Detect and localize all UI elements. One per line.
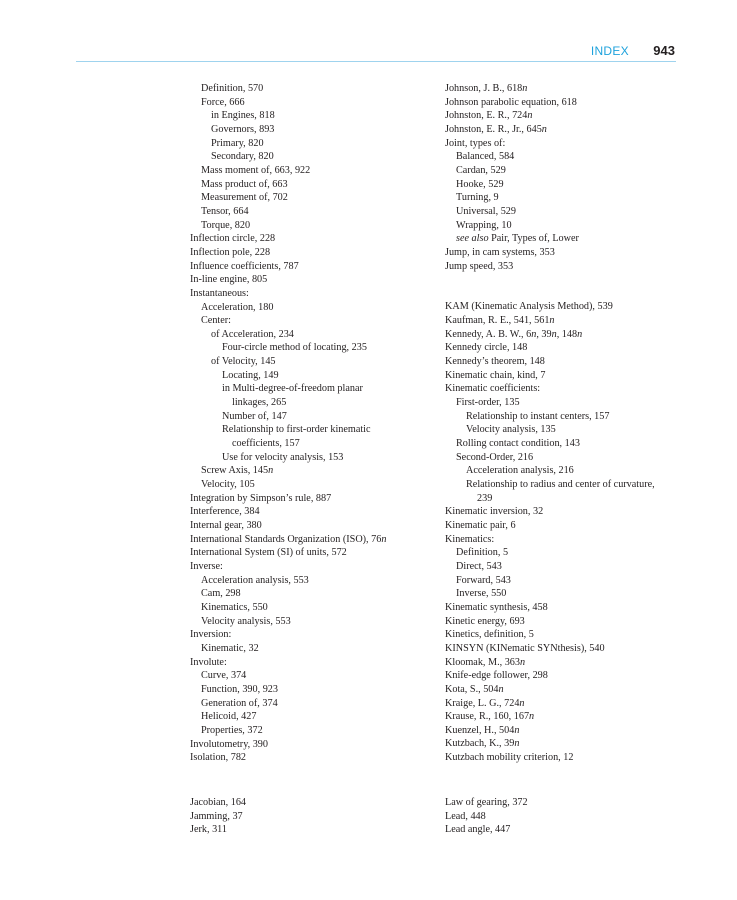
spacer	[445, 287, 690, 301]
index-entry: coefficients, 157	[232, 438, 300, 450]
index-entry: Mass moment of, 663, 922	[201, 164, 311, 176]
index-entry: Kinematic inversion, 32	[445, 506, 544, 518]
index-entry: Relationship to first-order kinematic	[222, 424, 371, 436]
index-entry: Kutzbach mobility criterion, 12	[445, 752, 574, 764]
index-column-bottom-left	[190, 796, 435, 837]
index-entry: Relationship to radius and center of curvature,	[466, 479, 655, 490]
index-column-bottom-right	[445, 796, 690, 837]
section-label: INDEX	[590, 44, 629, 58]
index-entry: KINSYN (KINematic SYNthesis), 540	[445, 642, 605, 654]
index-entry: Kinematics, 550	[201, 601, 268, 613]
index-entry: Kinematic pair, 6	[445, 519, 516, 531]
index-entry: Kinetic energy, 693	[445, 615, 525, 627]
index-entry: Lead, 448	[445, 810, 486, 822]
index-entry: Integration by Simpson’s rule, 887	[190, 492, 332, 504]
index-entry: Johnston, E. R., 724n	[445, 110, 533, 122]
index-entry: Kinematic coefficients:	[445, 383, 541, 395]
index-entry: Velocity analysis, 135	[466, 424, 556, 436]
index-entry: in Multi-degree-of-freedom planar	[222, 383, 363, 395]
spacer	[445, 273, 690, 287]
index-entry: Inflection circle, 228	[190, 233, 276, 245]
index-entry: Generation of, 374	[201, 697, 278, 709]
index-entry: Four-circle method of locating, 235	[222, 342, 367, 354]
index-entry: Screw Axis, 145n	[201, 465, 274, 477]
index-entry: Balanced, 584	[456, 151, 515, 163]
index-entry: Governors, 893	[211, 123, 275, 135]
index-entry: Jump speed, 353	[445, 260, 514, 272]
index-entry: Primary, 820	[211, 137, 264, 149]
index-entry: Acceleration analysis, 216	[466, 465, 574, 477]
index-entry: First-order, 135	[456, 397, 520, 409]
index-entry: Kota, S., 504n	[445, 683, 504, 695]
index-entry: Inversion:	[190, 629, 232, 641]
index-entry: Second-Order, 216	[456, 451, 534, 463]
index-entry: Involutometry, 390	[190, 738, 268, 750]
index-entry: Kinematic chain, kind, 7	[445, 369, 546, 381]
index-entry: Number of, 147	[222, 410, 287, 422]
index-entry: Secondary, 820	[211, 151, 274, 163]
index-entry: Interference, 384	[190, 506, 260, 518]
index-entry: Johnson parabolic equation, 618	[445, 96, 577, 108]
index-entry: see also Pair, Types of, Lower	[456, 233, 579, 245]
index-entry: Torque, 820	[201, 219, 251, 231]
index-entry: Kennedy’s theorem, 148	[445, 356, 545, 368]
index-entry: Rolling contact condition, 143	[456, 438, 580, 450]
index-entry: Jerk, 311	[190, 824, 227, 836]
page-number: 943	[653, 43, 675, 58]
index-entry: Function, 390, 923	[201, 683, 278, 695]
index-entry: Kennedy circle, 148	[445, 342, 528, 354]
index-entry: Wrapping, 10	[456, 219, 512, 231]
index-entry: Turning, 9	[456, 192, 499, 204]
index-entry: Kinematic synthesis, 458	[445, 601, 548, 613]
index-entry: of Acceleration, 234	[211, 328, 294, 340]
index-entry: Johnson, J. B., 618n	[445, 83, 528, 94]
index-entry: 239	[477, 492, 493, 504]
index-entry: Curve, 374	[201, 670, 247, 682]
index-entry: Kraige, L. G., 724n	[445, 697, 525, 709]
index-entry: Force, 666	[201, 96, 245, 108]
index-entry: Joint, types of:	[445, 137, 506, 149]
index-entry: Forward, 543	[456, 574, 511, 586]
index-entry: Center:	[201, 315, 231, 327]
index-entry: Krause, R., 160, 167n	[445, 711, 535, 723]
index-entry: Kinematics:	[445, 533, 495, 545]
index-entry: Definition, 5	[456, 547, 509, 559]
index-entry: Johnston, E. R., Jr., 645n	[445, 123, 547, 135]
index-entry: Jacobian, 164	[190, 797, 247, 808]
index-entry: of Velocity, 145	[211, 356, 276, 368]
index-entry: Law of gearing, 372	[445, 797, 528, 808]
index-column-left	[190, 82, 435, 765]
index-entry: Knife-edge follower, 298	[445, 670, 548, 682]
index-entry: In-line engine, 805	[190, 274, 268, 286]
index-entry: Tensor, 664	[201, 205, 249, 217]
index-entry: Inflection pole, 228	[190, 246, 271, 258]
index-entry: Kutzbach, K., 39n	[445, 738, 520, 750]
index-entry: Mass product of, 663	[201, 178, 288, 190]
index-entry: Kennedy, A. B. W., 6n, 39n, 148n	[445, 328, 583, 340]
index-entry: International Standards Organization (ISO), 76n	[190, 533, 387, 545]
index-entry: Internal gear, 380	[190, 520, 262, 531]
index-entry: Kuenzel, H., 504n	[445, 724, 520, 736]
index-entry: Measurement of, 702	[201, 192, 288, 204]
index-entry: Lead angle, 447	[445, 824, 511, 836]
index-entry: Relationship to instant centers, 157	[466, 410, 610, 422]
index-entry: Influence coefficients, 787	[190, 260, 299, 272]
index-entry: Velocity analysis, 553	[201, 615, 291, 627]
index-entry: Helicoid, 427	[201, 711, 257, 723]
index-entry: Universal, 529	[456, 205, 516, 217]
index-entry: Properties, 372	[201, 724, 263, 736]
index-entry: Kaufman, R. E., 541, 561n	[445, 315, 555, 327]
index-entry: International System (SI) of units, 572	[190, 547, 347, 559]
index-column-right	[445, 82, 690, 765]
index-entry: Hooke, 529	[456, 178, 504, 190]
index-entry: Locating, 149	[222, 369, 279, 381]
index-entry: Definition, 570	[201, 83, 264, 94]
index-entry: Kinematic, 32	[201, 642, 259, 654]
index-entry: Jump, in cam systems, 353	[445, 246, 555, 258]
index-entry: Kloomak, M., 363n	[445, 656, 526, 668]
index-entry: Inverse:	[190, 560, 223, 572]
index-entry: Cam, 298	[201, 588, 241, 600]
index-entry: Jamming, 37	[190, 810, 243, 822]
index-entry: Use for velocity analysis, 153	[222, 451, 344, 463]
index-entry: Instantaneous:	[190, 287, 249, 299]
index-entry: Acceleration, 180	[201, 301, 274, 313]
index-entry: Velocity, 105	[201, 479, 255, 491]
index-entry: Involute:	[190, 656, 227, 668]
index-entry: Direct, 543	[456, 560, 502, 572]
index-entry: linkages, 265	[232, 397, 287, 409]
index-entry: Isolation, 782	[190, 752, 247, 764]
index-entry: Cardan, 529	[456, 164, 506, 176]
index-entry: Inverse, 550	[456, 588, 507, 600]
index-entry: in Engines, 818	[211, 110, 275, 122]
index-entry: Acceleration analysis, 553	[201, 574, 309, 586]
header-divider	[76, 61, 676, 62]
index-entry: Kinetics, definition, 5	[445, 629, 534, 641]
index-entry: KAM (Kinematic Analysis Method), 539	[445, 301, 613, 313]
